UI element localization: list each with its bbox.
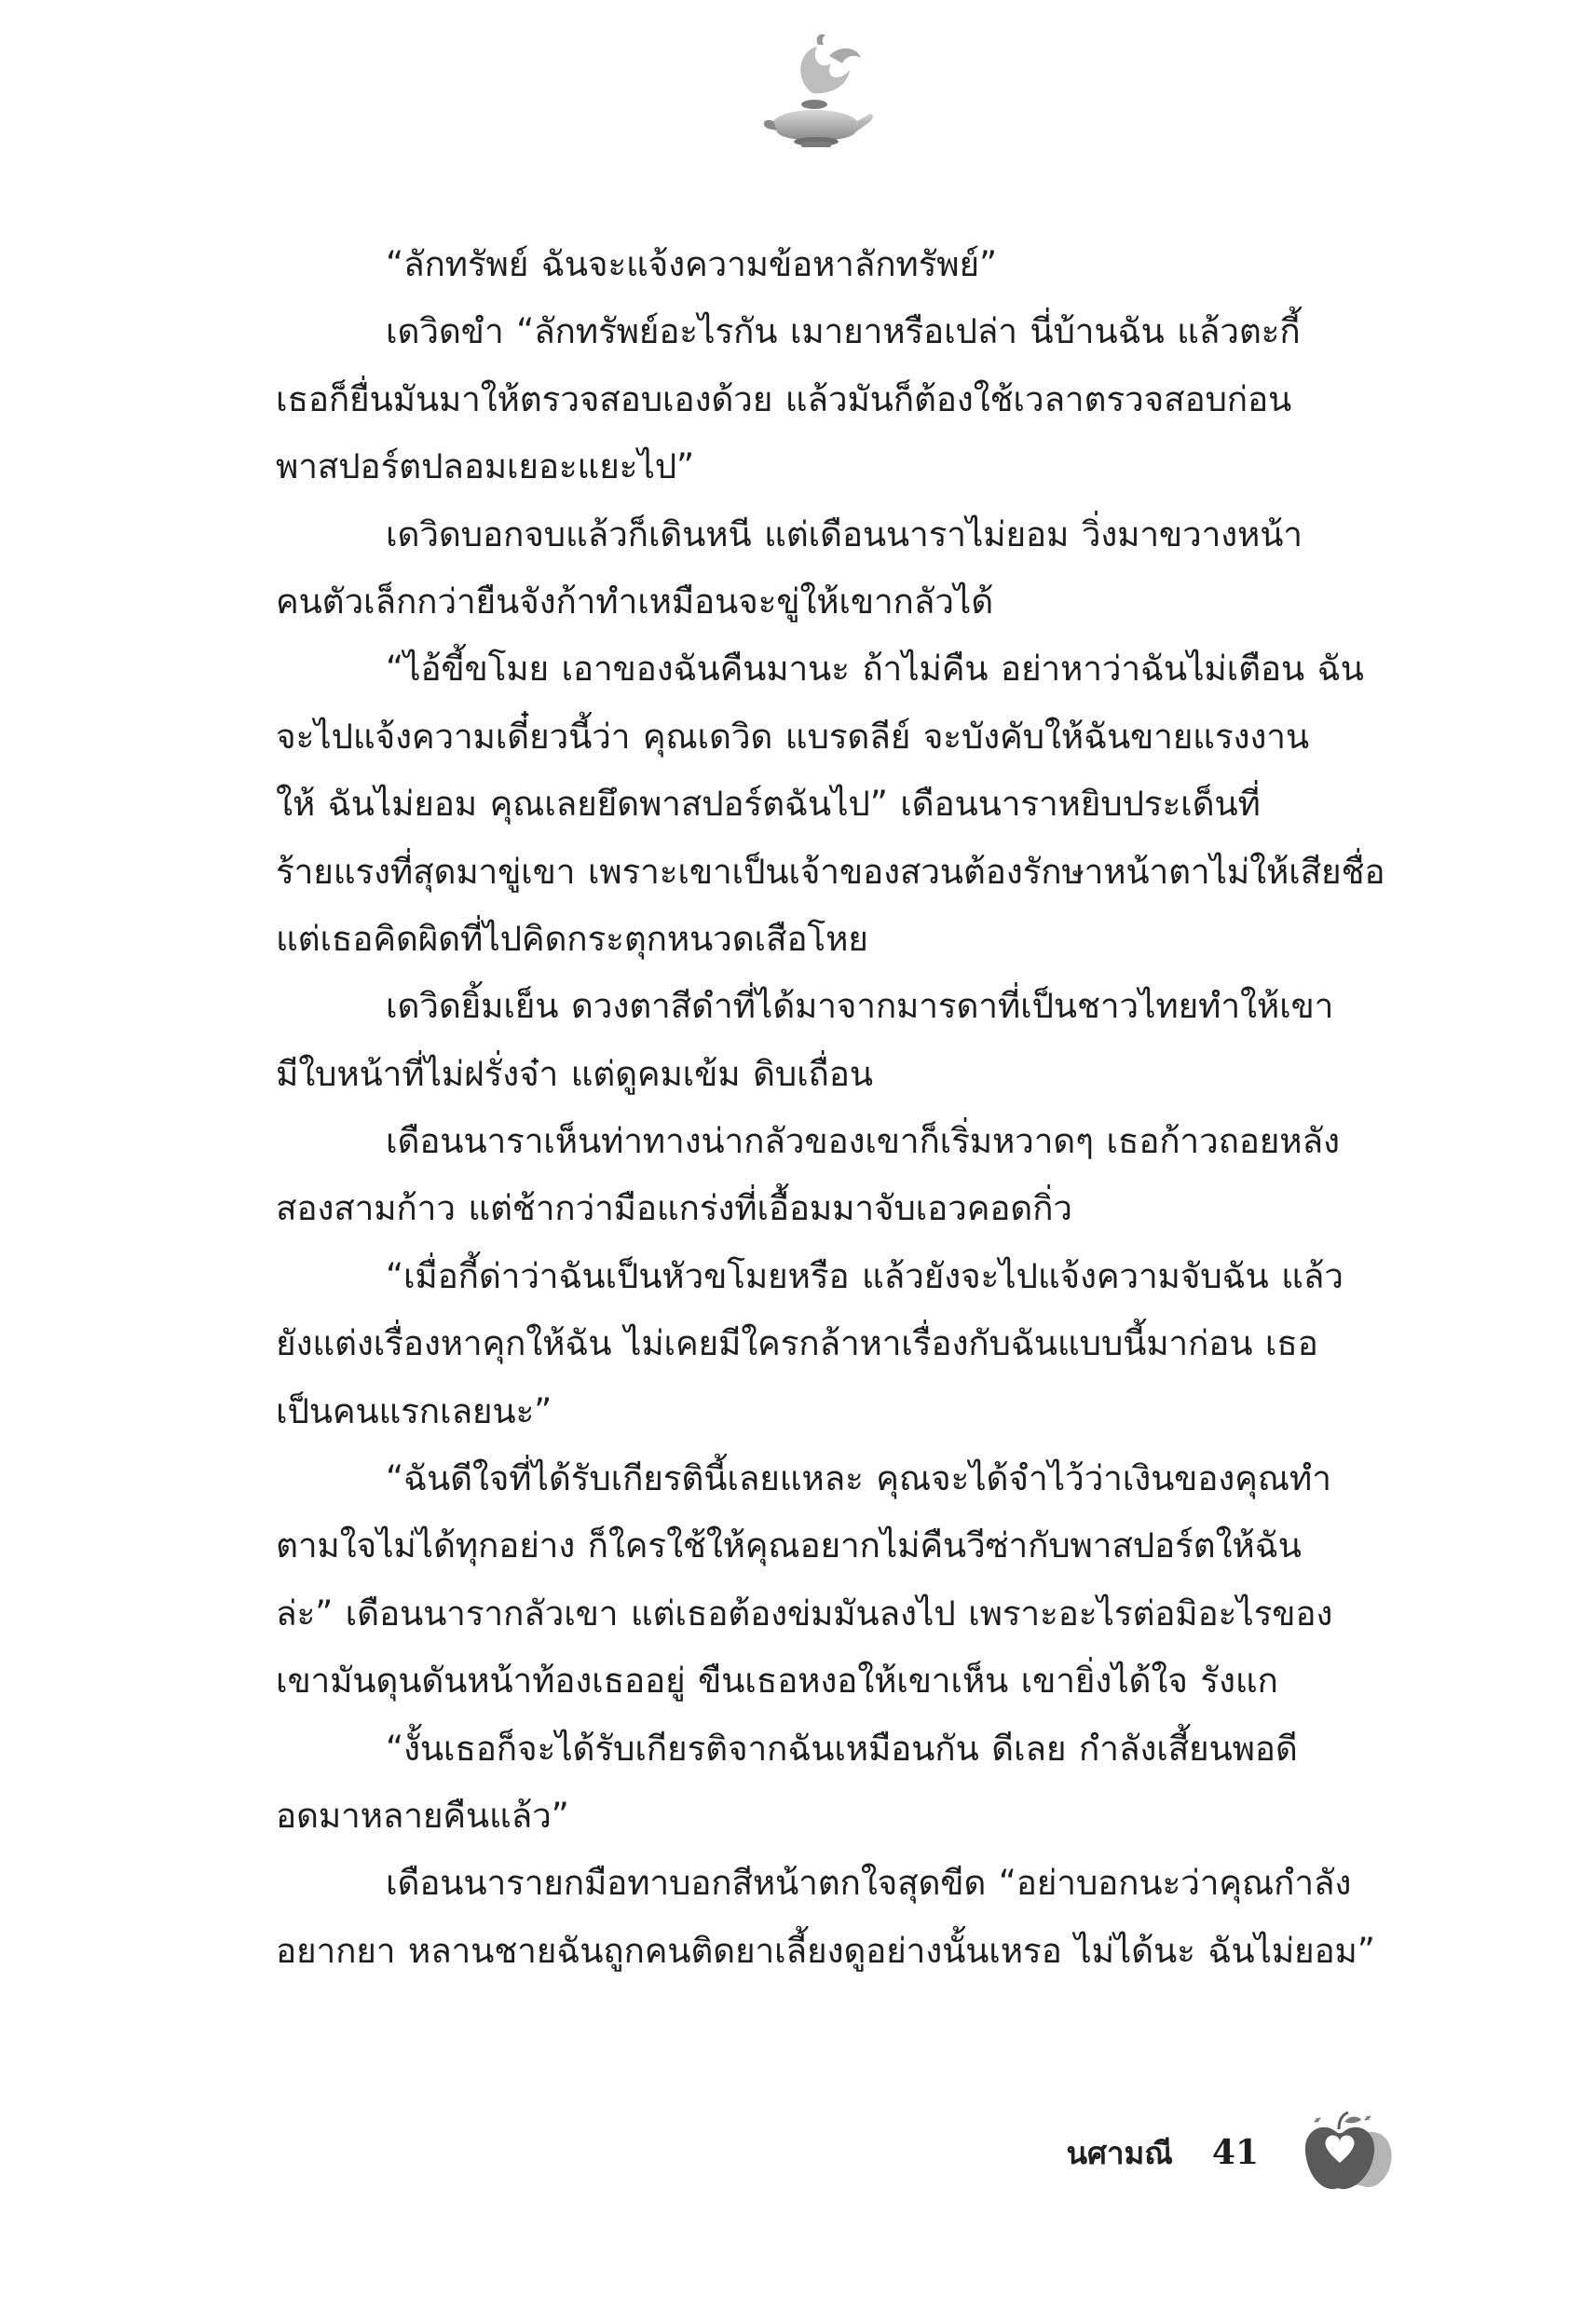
text-line: เดวิดบอกจบแล้วก็เดินหนี แต่เดือนนาราไม่ยอม วิ่งมาขวางหน้า (386, 513, 1303, 554)
text-line: ล่ะ” เดือนนารากลัวเขา แต่เธอต้องข่มมันลงไป เพราะอะไรต่อมิอะไรของ (276, 1593, 1333, 1634)
text-line: เดวิดยิ้มเย็น ดวงตาสีดำที่ได้มาจากมารดาที่เป็นชาวไทยทำให้เขา (386, 986, 1334, 1027)
text-line: เดวิดขำ “ลักทรัพย์อะไรกัน เมายาหรือเปล่า นี่บ้านฉัน แล้วตะกี้ (386, 311, 1301, 352)
text-line: พาสปอร์ตปลอมเยอะแยะไป” (276, 446, 695, 487)
book-title: นศามณี (1066, 2134, 1173, 2171)
genie-lamp-icon (757, 28, 878, 177)
text-line: มีใบหน้าที่ไม่ฝรั่งจ๋า แต่ดูคมเข้ม ดิบเถื่อน (276, 1053, 873, 1094)
text-line: อยากยา หลานชายฉันถูกคนติดยาเลี้ยงดูอย่างนั้นเหรอ ไม่ได้นะ ฉันไม่ยอม” (276, 1930, 1375, 1971)
text-line: อดมาหลายคืนแล้ว” (276, 1795, 569, 1836)
text-line: ยังแต่งเรื่องหาคุกให้ฉัน ไม่เคยมีใครกล้าหาเรื่องกับฉันแบบนี้มาก่อน เธอ (276, 1323, 1318, 1364)
text-line: จะไปแจ้งความเดี๋ยวนี้ว่า คุณเดวิด แบรดลีย์ จะบังคับให้ฉันขายแรงงาน (276, 716, 1309, 757)
text-line: เป็นคนแรกเลยนะ” (276, 1390, 552, 1431)
text-line: “งั้นเธอก็จะได้รับเกียรติจากฉันเหมือนกัน ดีเลย กำลังเสี้ยนพอดี (386, 1728, 1298, 1769)
text-line: คนตัวเล็กกว่ายืนจังก้าทำเหมือนจะขู่ให้เขากลัวได้ (276, 581, 994, 622)
text-line: สองสามก้าว แต่ช้ากว่ามือแกร่งที่เอื้อมมาจับเอวคอดกิ่ว (276, 1188, 1072, 1229)
text-line: แต่เธอคิดผิดที่ไปคิดกระตุกหนวดเสือโหย (276, 918, 868, 959)
body-text (276, 231, 1431, 1985)
text-line: เดือนนารายกมือทาบอกสีหน้าตกใจสุดขีด “อย่าบอกนะว่าคุณกำลัง (386, 1863, 1352, 1904)
text-line: “ไอ้ขี้ขโมย เอาของฉันคืนมานะ ถ้าไม่คืน อย่าหาว่าฉันไม่เตือน ฉัน (386, 649, 1364, 690)
text-line: เธอก็ยื่นมันมาให้ตรวจสอบเองด้วย แล้วมันก็ต้องใช้เวลาตรวจสอบก่อน (276, 378, 1292, 419)
text-line: ร้ายแรงที่สุดมาขู่เขา เพราะเขาเป็นเจ้าของสวนต้องรักษาหน้าตาไม่ให้เสียชื่อ (276, 851, 1385, 892)
text-line: “เมื่อกี้ด่าว่าฉันเป็นหัวขโมยหรือ แล้วยังจะไปแจ้งความจับฉัน แล้ว (386, 1255, 1344, 1296)
apple-heart-icon (1298, 2111, 1400, 2195)
text-line: “ลักทรัพย์ ฉันจะแจ้งความข้อหาลักทรัพย์” (386, 244, 997, 284)
text-line: ให้ ฉันไม่ยอม คุณเลยยึดพาสปอร์ตฉันไป” เดือนนาราหยิบประเด็นที่ (276, 784, 1261, 825)
page-footer (1066, 2111, 1400, 2195)
text-line: เขามันดุนดันหน้าท้องเธออยู่ ขืนเธอหงอให้เขาเห็น เขายิ่งได้ใจ รังแก (276, 1661, 1278, 1702)
text-line: ตามใจไม่ได้ทุกอย่าง ก็ใครใช้ให้คุณอยากไม่คืนวีซ่ากับพาสปอร์ตให้ฉัน (276, 1525, 1302, 1566)
text-line: เดือนนาราเห็นท่าทางน่ากลัวของเขาก็เริ่มหวาดๆ เธอก้าวถอยหลัง (386, 1121, 1340, 1162)
page-number: 41 (1211, 2133, 1259, 2172)
text-line: “ฉันดีใจที่ได้รับเกียรตินี้เลยแหละ คุณจะได้จำไว้ว่าเงินของคุณทำ (386, 1458, 1331, 1499)
